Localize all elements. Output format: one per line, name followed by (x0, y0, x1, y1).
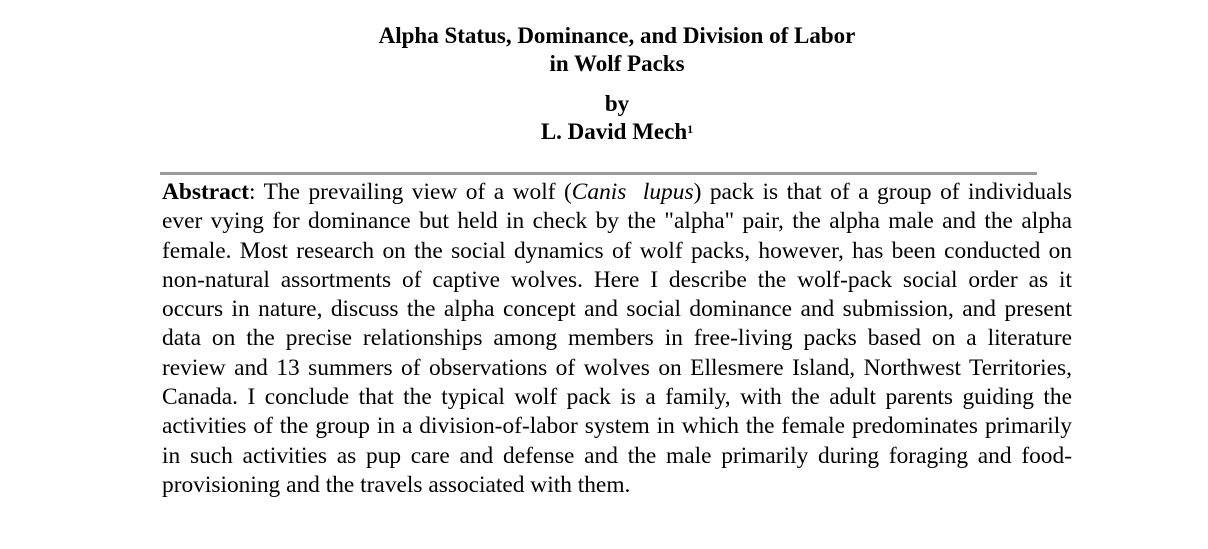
by-line: by (604, 91, 630, 116)
author-name: L. David Mech (540, 119, 688, 144)
abstract-text-after-species: ) pack is that of a group of individuals ever vying for dominance but held in check by the "alpha" pair, the alpha male and the alpha female. Most research on the social dynamics of wolf packs, however, has been conducted on non-natural assortments of captive wolves. Here I describe the wolf-pack social order as it occurs in nature, discuss the alpha concept and social dominance and submission, and present data on the precise relationships among members in free-living packs based on a literature review and 13 summers of observations of wolves on Ellesmere Island, Northwest Territories, Canada. I conclude that the typical wolf pack is a family, with the adult parents guiding the activities of the group in a division-of-labor system in which the female predominates primarily in such activities as pup care and defense and the male primarily during foraging and food-provisioning and the travels associated with them. (162, 179, 1072, 498)
title-divider (160, 172, 1037, 175)
abstract-separator: : (249, 179, 264, 205)
abstract-text-before-species: The prevailing view of a wolf ( (263, 179, 572, 205)
abstract-paragraph (162, 178, 1072, 500)
author-footnote-marker: 1 (687, 122, 694, 136)
title-block (0, 22, 1208, 146)
paper-title-line-1: Alpha Status, Dominance, and Division of Labor (378, 23, 856, 48)
species-name: Canis lupus (571, 179, 694, 205)
paper-title-line-2: in Wolf Packs (549, 51, 685, 76)
abstract-label: Abstract (162, 179, 250, 205)
author-line (0, 118, 1208, 146)
